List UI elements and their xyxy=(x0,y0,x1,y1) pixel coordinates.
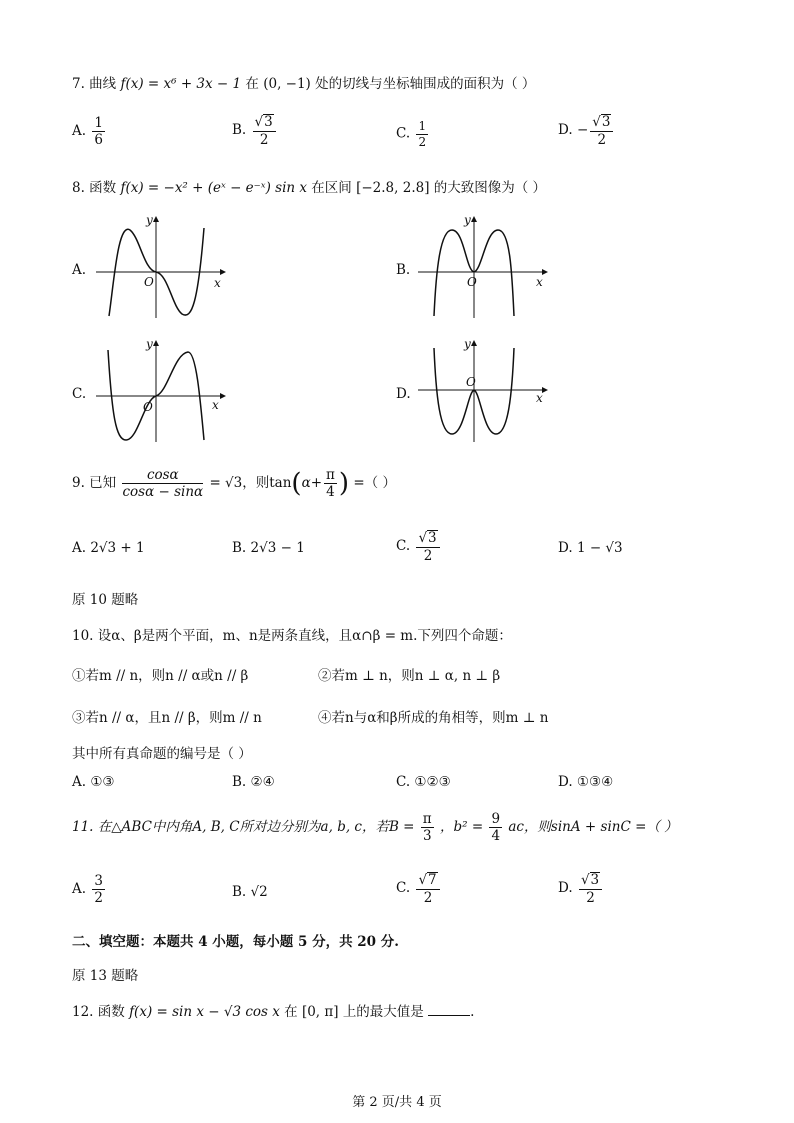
q7-option-d[interactable]: D. − $\frac{√3}{2}$ xyxy=(558,114,615,147)
q10-proposition-3: ③若n // α，且n // β，则m // n xyxy=(72,710,262,726)
question-9: 9. 已知 $\frac{\cos\alpha}{\cos\alpha - \sin\alpha}$ = √3，则tan(α+ $\frac{\pi}{4}$ ) =（ ） xyxy=(72,467,396,501)
q7-prefix: 7. 曲线 xyxy=(72,76,117,92)
q8-b-x-label: x xyxy=(536,275,543,289)
q8-a-x-label: x xyxy=(214,276,221,290)
q12-interval: [0, π] xyxy=(301,1004,339,1020)
q8-c-y-label: y xyxy=(146,337,153,351)
q7-text-at: 在 xyxy=(245,76,259,92)
q7-option-b[interactable]: B. $\frac{√3}{2}$ xyxy=(232,114,278,147)
q8-option-c-label[interactable]: C. xyxy=(72,386,87,402)
q12-function: f(x) = sin x − √3 cos x xyxy=(129,1004,280,1020)
question-12: 12. 函数 f(x) = sin x − √3 cos x 在 [0, π] 上的最大值是 . xyxy=(72,1004,475,1020)
question-10: 10. 设α、β是两个平面，m、n是两条直线，且α∩β = m.下列四个命题： xyxy=(72,628,512,644)
q8-graph-c[interactable] xyxy=(92,336,232,446)
q8-a-origin: O xyxy=(144,275,154,289)
q8-d-y-label: y xyxy=(464,337,471,351)
q8-option-a-label[interactable]: A. xyxy=(72,262,87,278)
q10-ask: 其中所有真命题的编号是（ ） xyxy=(72,746,252,762)
question-7 xyxy=(72,72,535,92)
q12-answer-blank[interactable] xyxy=(428,1003,470,1016)
q8-graph-a[interactable] xyxy=(92,212,232,322)
section-2-heading: 二、填空题：本题共 4 小题，每小题 5 分，共 20 分. xyxy=(72,934,399,950)
q8-d-x-label: x xyxy=(536,391,543,405)
q9-option-c[interactable]: C. $\frac{√3}{2}$ xyxy=(396,530,442,563)
q9-option-a[interactable]: A. 2√3 + 1 xyxy=(72,540,145,556)
q8-d-origin: O xyxy=(466,375,476,389)
q10-proposition-4: ④若n与α和β所成的角相等，则m ⊥ n xyxy=(318,710,549,726)
q10-option-a[interactable]: A. ①③ xyxy=(72,774,115,790)
q11-option-a[interactable]: A. $\frac{3}{2}$ xyxy=(72,873,103,907)
q10-option-d[interactable]: D. ①③④ xyxy=(558,774,614,790)
page-footer: 第 2 页/共 4 页 xyxy=(352,1095,442,1110)
q7-option-c[interactable]: C. $\frac{1}{2}$ xyxy=(396,119,427,149)
q9-option-d[interactable]: D. 1 − √3 xyxy=(558,540,623,556)
q8-a-y-label: y xyxy=(146,213,153,227)
q10-proposition-2: ②若m ⊥ n，则n ⊥ α, n ⊥ β xyxy=(318,668,501,684)
q8-graph-b[interactable] xyxy=(414,212,554,322)
q8-function: f(x) = −x² + (eˣ − e⁻ˣ) sin x xyxy=(120,180,307,196)
q8-option-b-label[interactable]: B. xyxy=(396,262,411,278)
q8-b-origin: O xyxy=(467,275,477,289)
q7-function: f(x) = x⁶ + 3x − 1 xyxy=(120,76,242,92)
q11-option-b[interactable]: B. √2 xyxy=(232,884,268,900)
q8-graph-d[interactable] xyxy=(414,336,554,446)
skip-note-13: 原 13 题略 xyxy=(72,968,139,984)
skip-note-10: 原 10 题略 xyxy=(72,592,139,608)
q7-stem-end: 处的切线与坐标轴围成的面积为（ ） xyxy=(315,76,536,92)
q8-b-y-label: y xyxy=(464,213,471,227)
q11-option-d[interactable]: D. $\frac{√3}{2}$ xyxy=(558,872,604,905)
q9-option-b[interactable]: B. 2√3 − 1 xyxy=(232,540,305,556)
q7-option-a[interactable]: A. $\frac{1}{6}$ xyxy=(72,115,103,149)
q11-option-c[interactable]: C. $\frac{√7}{2}$ xyxy=(396,872,442,905)
q10-option-c[interactable]: C. ①②③ xyxy=(396,774,451,790)
q8-interval: [−2.8, 2.8] xyxy=(356,180,430,196)
question-11: 11. 在△ABC中内角A, B, C所对边分别为a, b, c，若B = $\frac{\pi}{3}$ ，b² = $\frac{9}{4}$ ac，则sinA + sinC =（ ） xyxy=(72,811,678,845)
q8-c-x-label: x xyxy=(212,398,219,412)
q7-point: (0, −1) xyxy=(263,76,311,92)
q10-option-b[interactable]: B. ②④ xyxy=(232,774,275,790)
question-8: 8. 函数 f(x) = −x² + (eˣ − e⁻ˣ) sin x 在区间 [−2.8, 2.8] 的大致图像为（ ） xyxy=(72,180,547,196)
q8-c-origin: O xyxy=(143,400,153,414)
q8-option-d-label[interactable]: D. xyxy=(396,386,411,402)
q10-proposition-1: ①若m // n，则n // α或n // β xyxy=(72,668,249,684)
